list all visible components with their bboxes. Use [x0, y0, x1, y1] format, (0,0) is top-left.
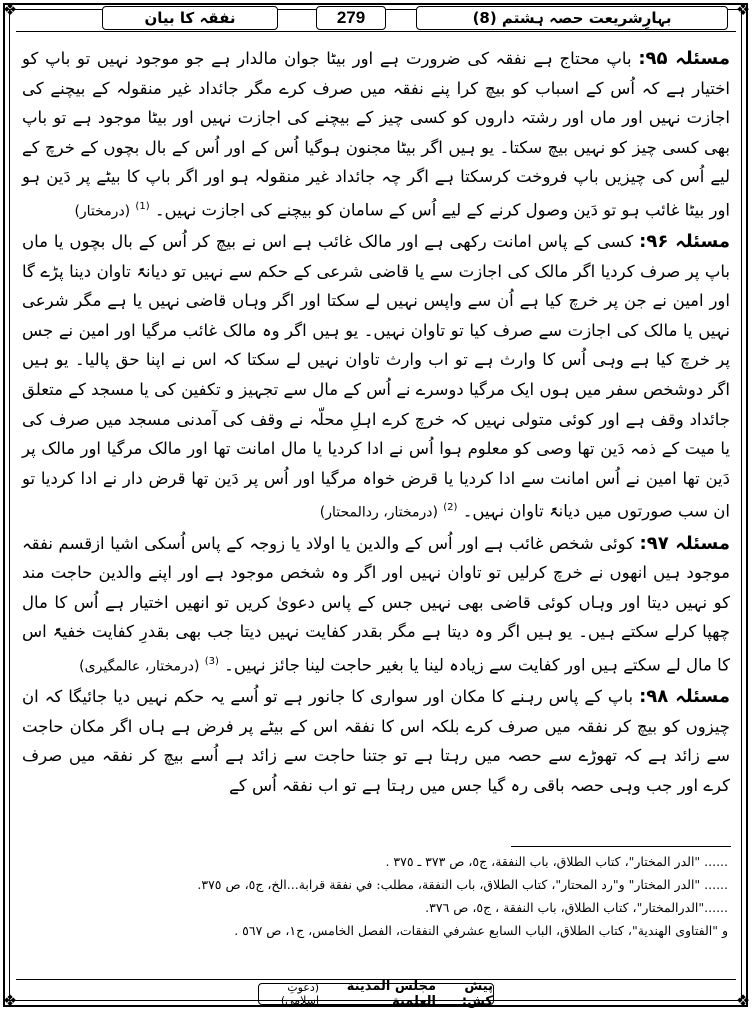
section-title: نفقہ کا بیان — [102, 6, 278, 30]
corner-ornament-icon: ❖ — [2, 0, 18, 19]
masla-label: مسئلہ ۹۶: — [639, 231, 730, 253]
masla-text: باپ محتاج ہے نفقہ کی ضرورت ہے اور بیٹا جوان مالدار ہے جو موجود نہیں تو باپ کو اختیار ہے کہ اُس کے اسباب کو بیچ کرا پنے نفقہ میں صرف کرے مگر جائداد غیر منقولہ کے بیچنے کی اجازت نہیں اور ماں اور رشتہ داروں کو کسی چیز کے بیچنے کی اجازت نہیں اور بیٹا موجود ہے تو باپ بھی کسی چیز کو نہیں بیچ سکتا۔ یو ہیں اگر بیٹا مجنون ہوگیا اُس کے اور اُس کے بال بچوں کے خرچ کے لیے اُس کی چیزیں باپ فروخت کرسکتا ہے اگر چہ جائداد غیر منقولہ ہو اور اگر باپ کا بیٹے پر دَین ہو اور بیٹا غائب ہو تو دَین وصول کرنے کے لیے اُس کے سامان کو بیچنے کی اجازت نہیں۔ — [22, 49, 730, 220]
book-title: بہارِشریعت حصہ ہشتم (8) — [416, 6, 728, 30]
corner-ornament-icon: ❖ — [735, 991, 751, 1010]
masla-paragraph — [22, 227, 730, 528]
header-rule — [16, 31, 736, 32]
footnote-mark: (3) — [204, 655, 219, 667]
page-number: 279 — [316, 6, 386, 30]
page-header — [16, 6, 736, 32]
corner-ornament-icon: ❖ — [2, 991, 18, 1010]
masla-paragraph — [22, 529, 730, 682]
footnote-1: ...... "الدر المختار"، كتاب الطلاق، باب النفقة، ج٥، ص ٣٧٣ ـ ٣٧٥ . — [385, 854, 728, 869]
masla-label: مسئلہ ۹۵: — [638, 48, 730, 69]
footer-suffix: (دعوتِ اسلامی) — [280, 981, 320, 1007]
main-text — [22, 44, 730, 800]
publisher-footer — [258, 979, 494, 1009]
source-reference: (درمختار، ردالمحتار) — [319, 504, 439, 521]
masla-label: مسئلہ ۹۷: — [639, 532, 730, 554]
corner-ornament-icon: ❖ — [735, 0, 751, 19]
masla-text: کسی کے پاس امانت رکھی ہے اور مالک غائب ہے اس نے بیچ کر اُس کے بال بچوں یا ماں باپ پر صرف کردیا اگر مالک کی اجازت سے یا قاضی شرعی کے حکم سے نہیں تو دیانۃً تاوان دینا پڑے گا اور امین نے جن پر خرچ کیا ہے اُن سے واپس نہیں لے سکتا اور اگر وہاں قاضی نہیں یا ہے مگر شرعی نہیں یا مالک کی اجازت سے صرف کیا تو تاوان نہیں۔ یو ہیں اگر وہ مالک غائب مرگیا اور امین نے جس پر خرچ کیا ہے وہی اُس کا وارث ہے تو اب وارث تاوان نہیں لے سکتا کہ اس نے اپنا حق پالیا۔ یو ہیں اگر دوشخص سفر میں ہوں ایک مرگیا دوسرے نے اُس کے مال سے تجہیز و تکفین کی یا مسجد کے متعلق جائداد وقف ہے اور کوئی متولی نہیں کہ خرچ کرے اہلِ محلّہ نے وقف کی آمدنی مسجد میں صرف کی یا میت کے ذمہ دَین تھا وصی کو معلوم ہوا اُس نے ادا کردیا یا مال امانت تھا اور مالک مرگیا اور مالک پر دَین تھا امین نے اُس امانت سے ادا کردیا یا قرض خواہ مرگیا اور اُس پر دَین تھا قرض دار نے ادا کردیا تو ان سب صورتوں میں دیانۃً تاوان نہیں۔ — [22, 232, 730, 521]
masla-paragraph — [22, 44, 730, 227]
footnote-2: ...... "الدر المختار" و"رد المحتار"، كتاب الطلاق، باب النفقة، مطلب: في نفقة قرابة...الخ، ج٥، ص ٣٧٥. — [197, 877, 728, 892]
source-reference: (درمختار) — [74, 203, 131, 220]
masla-text: باپ کے پاس رہنے کا مکان اور سواری کا جانور ہے تو اُسے یہ حکم نہیں دیا جائیگا کہ ان چیزوں کو بیچ کر نفقہ میں صرف کرے بلکہ اس کا نفقہ اس کے بیٹے پر فرض ہے ہاں اگر مکان حاجت سے زائد ہے کہ تھوڑے سے حصہ میں رہتا ہے تو جتنا حاجت سے زائد ہے اُسے بیچ کر نفقہ میں صرف کرے اور جب وہی حصہ باقی رہ گیا جس میں رہتا ہے تو اب نفقہ اُس کے — [22, 686, 730, 795]
footnote-mark: (1) — [135, 200, 150, 212]
footer-prefix: پیش کش: — [461, 979, 493, 1009]
footnote-mark: (2) — [443, 502, 458, 514]
footer-publisher: مجلس المدينة العلمية — [346, 979, 436, 1009]
source-reference: (درمختار، عالمگیری) — [79, 658, 200, 675]
masla-label: مسئلہ ۹۸: — [639, 685, 730, 707]
masla-text: کوئی شخص غائب ہے اور اُس کے والدین یا اولاد یا زوجہ کے پاس اُسکی اشیا ازقسم نفقہ موجود ہیں انھوں نے خرچ کرلیں تو تاوان نہیں اور اگر وہ شخص موجود ہے اور اپنے والدین حاجت مند کو نہیں دیتا اور وہاں کوئی قاضی بھی نہیں جس کے پاس دعویٰ کریں تو انھیں اختیار ہے اُس کا مال چھپا کرلے سکتے ہیں۔ یو ہیں اگر وہ دیتا ہے مگر بقدر کفایت نہیں دیتا جب بھی بقدرِ کفایت خفیۃً اس کا مال لے سکتے ہیں اور کفایت سے زیادہ لینا یا بغیر حاجت لینا جائز نہیں۔ — [22, 533, 730, 675]
masla-paragraph — [22, 682, 730, 800]
footnote-3-continued: و "الفتاوى الهندية"، كتاب الطلاق، الباب السابع عشرفي النفقات، الفصل الخامس، ج١، ص ٥٦٧ . — [234, 923, 728, 938]
footnote-3: ......"الدرالمختار"، كتاب الطلاق، باب النفقة ، ج٥، ص ٣٧٦. — [425, 900, 728, 915]
footnote-rule — [511, 846, 731, 847]
footnotes — [24, 850, 728, 942]
